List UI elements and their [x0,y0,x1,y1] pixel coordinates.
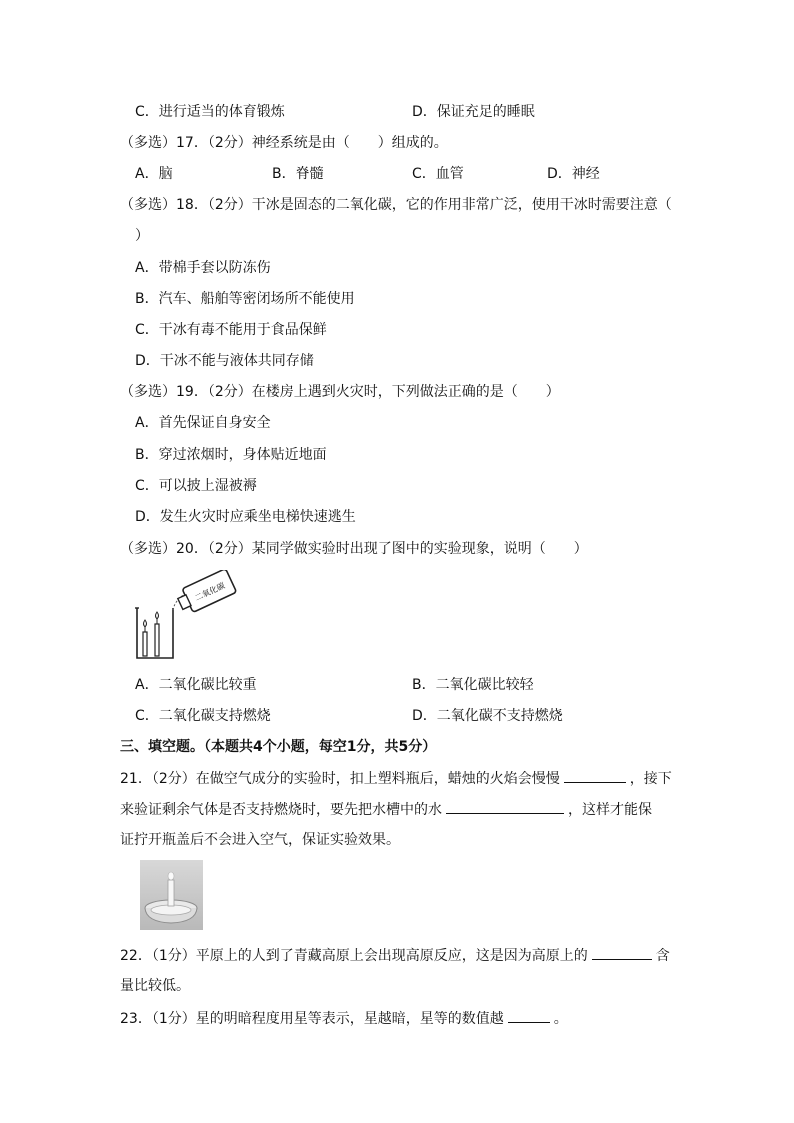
q19-option-d: D．发生火灾时应乘坐电梯快速逃生 [135,509,356,525]
q20-option-a: A．二氧化碳比较重 [135,677,257,693]
q21-line-3: 证拧开瓶盖后不会进入空气，保证实验效果。 [120,832,400,848]
q17-option-c: C．血管 [412,166,464,182]
q18-option-d: D．干冰不能与液体共同存储 [135,353,314,369]
q21-line-1 [120,768,672,789]
q19-option-c: C．可以披上湿被褥 [135,478,257,494]
q17-option-d: D．神经 [547,166,600,182]
q23-text-1a: 23．（1分）星的明暗程度用星等表示，星越暗，星等的数值越 [120,1011,504,1027]
q19-option-b: B．穿过浓烟时，身体贴近地面 [135,447,327,463]
q17-option-a: A．脑 [135,166,173,182]
water-trough-photo [140,860,203,930]
q19-stem: （多选）19．（2分）在楼房上遇到火灾时，下列做法正确的是（ ） [120,384,560,400]
q18-stem-close: ） [135,228,149,244]
q22-line-1 [120,945,670,966]
q21-text-1b: ，接下 [629,771,672,787]
section-heading: 三、填空题。（本题共4个小题，每空1分，共5分） [120,739,437,755]
q20-option-d: D．二氧化碳不支持燃烧 [412,708,563,724]
q18-option-a: A．带棉手套以防冻伤 [135,260,271,276]
q23-line-1 [120,1008,568,1029]
q22-text-1a: 22．（1分）平原上的人到了青藏高原上会出现高原反应，这是因为高原上的 [120,948,588,964]
q21-text-2a: 来验证剩余气体是否支持燃烧时，要先把水槽中的水 [120,802,442,818]
q16-option-d: D．保证充足的睡眠 [412,104,535,120]
q21-blank-1[interactable] [564,768,626,783]
q23-blank[interactable] [508,1008,550,1023]
co2-pouring-figure [133,570,238,662]
q22-blank[interactable] [592,945,652,960]
q21-text-2b: ，这样才能保 [568,802,652,818]
q18-option-b: B．汽车、船舶等密闭场所不能使用 [135,291,355,307]
q22-line-2: 量比较低。 [120,978,190,994]
q20-option-b: B．二氧化碳比较轻 [412,677,534,693]
q18-option-c: C．干冰有毒不能用于食品保鲜 [135,322,327,338]
q23-text-1b: 。 [553,1011,568,1027]
q20-option-c: C．二氧化碳支持燃烧 [135,708,271,724]
q18-stem: （多选）18．（2分）干冰是固态的二氧化碳，它的作用非常广泛，使用干冰时需要注意（ [120,197,672,213]
q17-stem: （多选）17．（2分）神经系统是由（ ）组成的。 [120,135,448,151]
q22-text-1b: 含 [655,948,670,964]
q19-option-a: A．首先保证自身安全 [135,415,271,431]
q21-blank-2[interactable] [446,799,564,814]
bottle-label: 二氧化碳 [193,581,227,603]
q20-stem: （多选）20．（2分）某同学做实验时出现了图中的实验现象，说明（ ） [120,541,588,557]
q16-option-c: C．进行适当的体育锻炼 [135,104,285,120]
q17-option-b: B．脊髓 [272,166,324,182]
q21-line-2 [120,799,652,820]
q21-text-1a: 21．（2分）在做空气成分的实验时，扣上塑料瓶后，蜡烛的火焰会慢慢 [120,771,560,787]
